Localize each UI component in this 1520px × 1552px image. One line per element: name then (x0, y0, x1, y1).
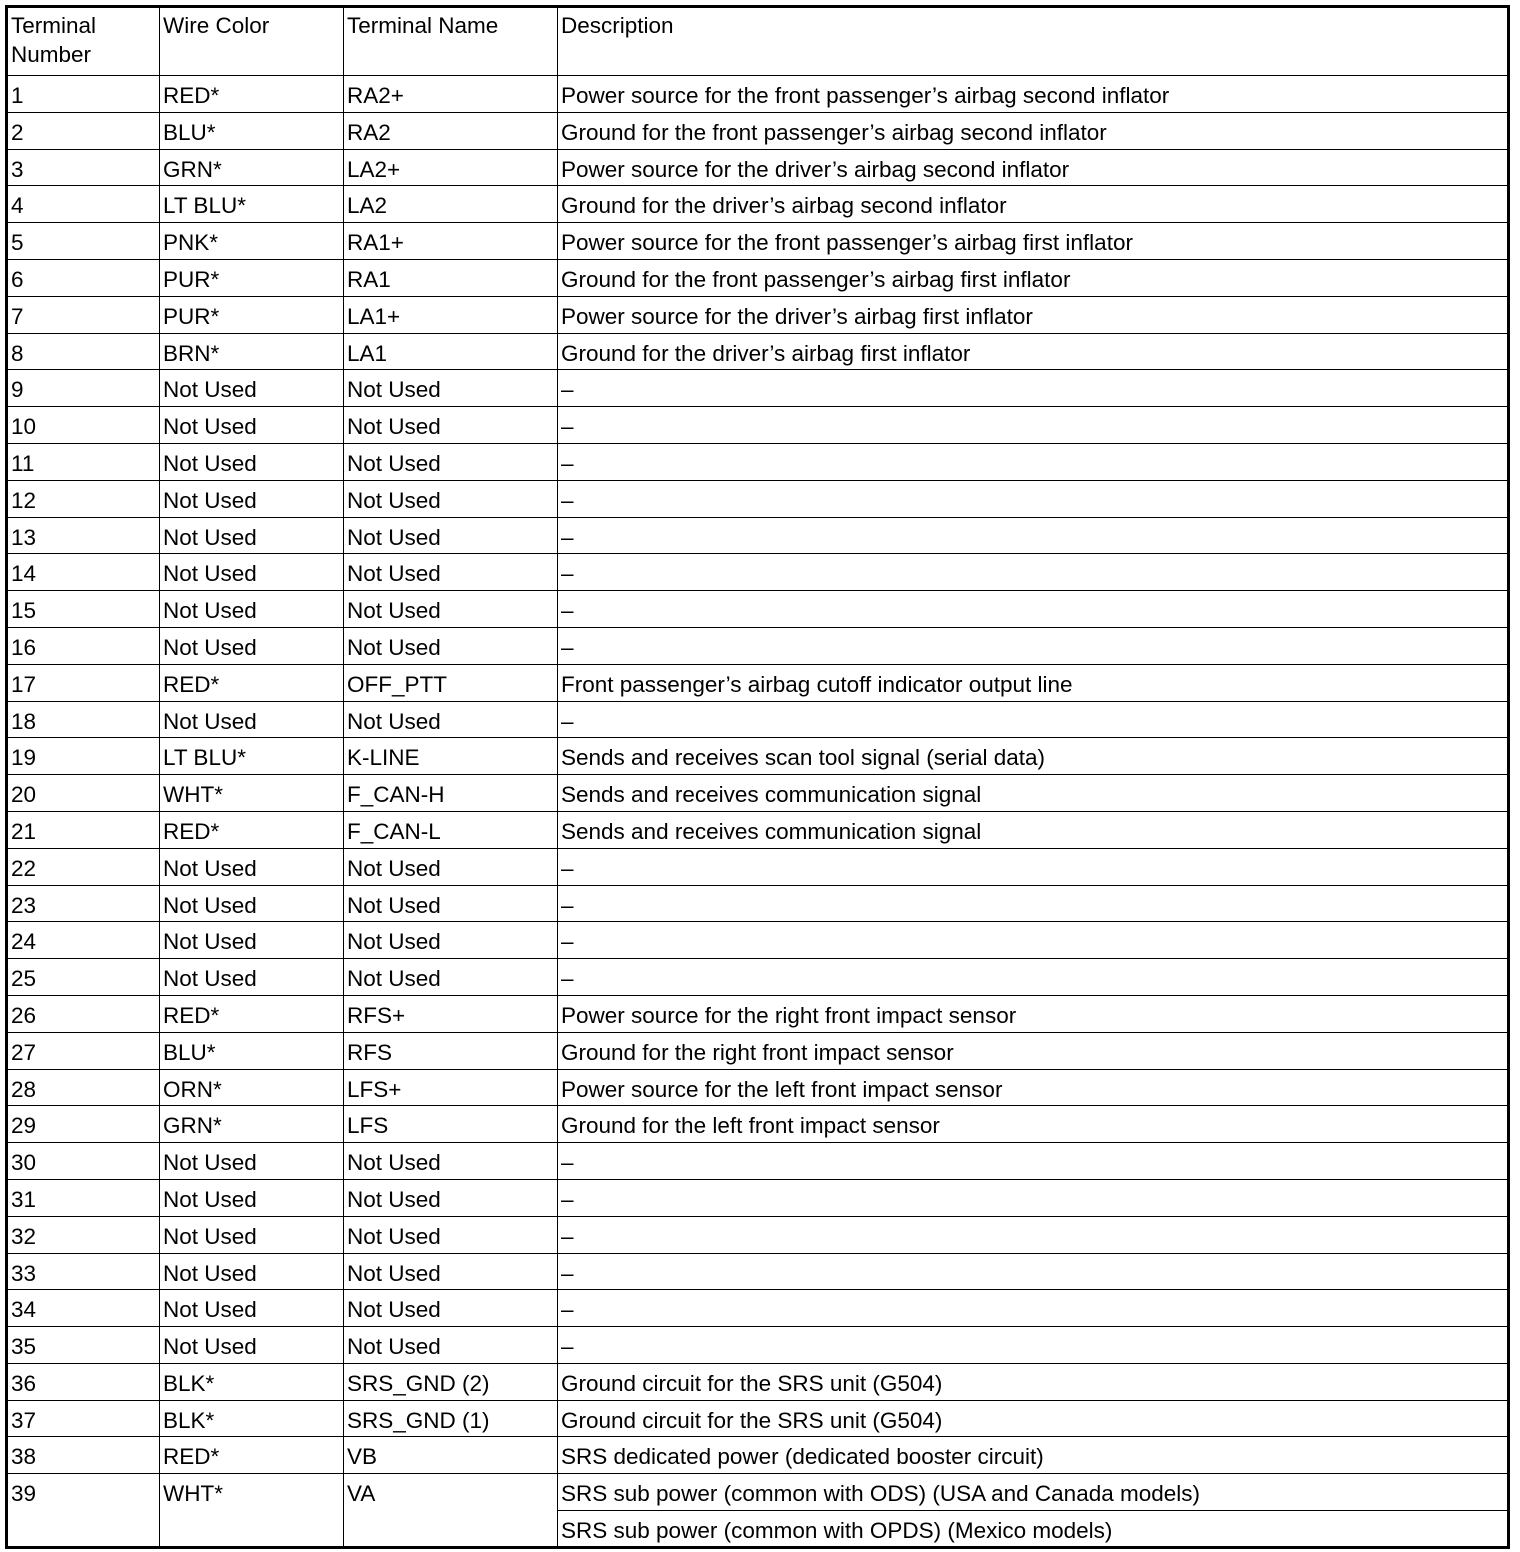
cell-terminal-number: 19 (7, 738, 160, 775)
cell-description: SRS sub power (common with OPDS) (Mexico models) (558, 1511, 1509, 1548)
table-row (7, 1474, 1509, 1511)
cell-terminal-name: RFS (344, 1032, 558, 1069)
table-row (7, 848, 1509, 885)
cell-wire-color: Not Used (160, 1179, 344, 1216)
cell-description: – (558, 922, 1509, 959)
table-row (7, 959, 1509, 996)
cell-terminal-name: OFF_PTT (344, 664, 558, 701)
cell-wire-color: PNK* (160, 223, 344, 260)
cell-wire-color: Not Used (160, 1216, 344, 1253)
cell-terminal-name: LA2+ (344, 149, 558, 186)
cell-terminal-name: Not Used (344, 1290, 558, 1327)
cell-wire-color: RED* (160, 664, 344, 701)
cell-description: – (558, 1327, 1509, 1364)
cell-description: Sends and receives scan tool signal (serial data) (558, 738, 1509, 775)
table-row (7, 186, 1509, 223)
cell-wire-color: Not Used (160, 848, 344, 885)
cell-terminal-number: 7 (7, 296, 160, 333)
cell-wire-color: WHT* (160, 1474, 344, 1548)
cell-terminal-number: 14 (7, 554, 160, 591)
table-row (7, 922, 1509, 959)
cell-terminal-number: 20 (7, 775, 160, 812)
table-row (7, 443, 1509, 480)
cell-description: Power source for the front passenger’s airbag first inflator (558, 223, 1509, 260)
cell-terminal-name: Not Used (344, 480, 558, 517)
cell-terminal-name: F_CAN-L (344, 811, 558, 848)
cell-wire-color: RED* (160, 995, 344, 1032)
cell-wire-color: BLK* (160, 1363, 344, 1400)
cell-description: – (558, 1179, 1509, 1216)
cell-description: Ground circuit for the SRS unit (G504) (558, 1363, 1509, 1400)
cell-terminal-name: Not Used (344, 1216, 558, 1253)
cell-description: – (558, 591, 1509, 628)
cell-terminal-name: VA (344, 1474, 558, 1548)
cell-description: – (558, 701, 1509, 738)
cell-wire-color: PUR* (160, 296, 344, 333)
cell-terminal-number: 5 (7, 223, 160, 260)
table-row (7, 1253, 1509, 1290)
table-row (7, 1363, 1509, 1400)
cell-terminal-number: 6 (7, 259, 160, 296)
cell-terminal-number: 25 (7, 959, 160, 996)
table-row (7, 296, 1509, 333)
cell-terminal-name: Not Used (344, 922, 558, 959)
cell-terminal-name: Not Used (344, 517, 558, 554)
cell-terminal-number: 17 (7, 664, 160, 701)
table-row (7, 664, 1509, 701)
cell-wire-color: PUR* (160, 259, 344, 296)
cell-terminal-number: 33 (7, 1253, 160, 1290)
cell-description: – (558, 370, 1509, 407)
cell-terminal-number: 13 (7, 517, 160, 554)
table-body (7, 76, 1509, 1548)
cell-terminal-name: LA2 (344, 186, 558, 223)
cell-description: – (558, 1253, 1509, 1290)
cell-description: Front passenger’s airbag cutoff indicator output line (558, 664, 1509, 701)
cell-description: Power source for the left front impact sensor (558, 1069, 1509, 1106)
header-row (7, 7, 1509, 76)
cell-terminal-name: Not Used (344, 885, 558, 922)
cell-terminal-name: RA2 (344, 112, 558, 149)
cell-wire-color: Not Used (160, 591, 344, 628)
cell-wire-color: RED* (160, 76, 344, 113)
cell-wire-color: Not Used (160, 407, 344, 444)
table-row (7, 591, 1509, 628)
table-row (7, 76, 1509, 113)
cell-description: Ground for the front passenger’s airbag first inflator (558, 259, 1509, 296)
cell-terminal-name: Not Used (344, 370, 558, 407)
table-row (7, 554, 1509, 591)
cell-description: Ground for the right front impact sensor (558, 1032, 1509, 1069)
cell-terminal-number: 16 (7, 627, 160, 664)
cell-terminal-name: Not Used (344, 627, 558, 664)
cell-terminal-name: Not Used (344, 848, 558, 885)
cell-description: Ground circuit for the SRS unit (G504) (558, 1400, 1509, 1437)
cell-terminal-number: 38 (7, 1437, 160, 1474)
cell-wire-color: WHT* (160, 775, 344, 812)
cell-wire-color: Not Used (160, 701, 344, 738)
cell-terminal-name: LFS+ (344, 1069, 558, 1106)
cell-wire-color: Not Used (160, 959, 344, 996)
table-row (7, 775, 1509, 812)
cell-description: Power source for the driver’s airbag first inflator (558, 296, 1509, 333)
cell-terminal-number: 11 (7, 443, 160, 480)
cell-terminal-number: 37 (7, 1400, 160, 1437)
cell-wire-color: Not Used (160, 885, 344, 922)
cell-wire-color: Not Used (160, 1290, 344, 1327)
cell-description: Power source for the front passenger’s airbag second inflator (558, 76, 1509, 113)
cell-terminal-number: 12 (7, 480, 160, 517)
table-row (7, 1400, 1509, 1437)
cell-terminal-number: 28 (7, 1069, 160, 1106)
cell-terminal-name: K-LINE (344, 738, 558, 775)
cell-description: – (558, 1216, 1509, 1253)
table-row (7, 1106, 1509, 1143)
cell-terminal-number: 4 (7, 186, 160, 223)
cell-terminal-number: 18 (7, 701, 160, 738)
cell-terminal-name: SRS_GND (2) (344, 1363, 558, 1400)
cell-terminal-name: Not Used (344, 1327, 558, 1364)
cell-wire-color: Not Used (160, 1143, 344, 1180)
cell-wire-color: GRN* (160, 149, 344, 186)
table-row (7, 259, 1509, 296)
table-row (7, 1032, 1509, 1069)
cell-wire-color: Not Used (160, 627, 344, 664)
cell-wire-color: Not Used (160, 517, 344, 554)
cell-description: Ground for the driver’s airbag first inflator (558, 333, 1509, 370)
cell-description: – (558, 517, 1509, 554)
cell-terminal-name: Not Used (344, 1143, 558, 1180)
cell-terminal-number: 31 (7, 1179, 160, 1216)
cell-description: Sends and receives communication signal (558, 775, 1509, 812)
table-row (7, 407, 1509, 444)
cell-wire-color: Not Used (160, 480, 344, 517)
table-row (7, 627, 1509, 664)
cell-terminal-number: 35 (7, 1327, 160, 1364)
cell-description: SRS dedicated power (dedicated booster circuit) (558, 1437, 1509, 1474)
header-terminal-number: Terminal Number (7, 7, 160, 76)
table-row (7, 701, 1509, 738)
cell-terminal-number: 34 (7, 1290, 160, 1327)
cell-description: – (558, 554, 1509, 591)
cell-description: Sends and receives communication signal (558, 811, 1509, 848)
cell-description: Ground for the driver’s airbag second inflator (558, 186, 1509, 223)
cell-terminal-name: RA1+ (344, 223, 558, 260)
table-row (7, 517, 1509, 554)
cell-terminal-number: 21 (7, 811, 160, 848)
cell-terminal-number: 2 (7, 112, 160, 149)
cell-wire-color: RED* (160, 1437, 344, 1474)
cell-terminal-number: 1 (7, 76, 160, 113)
table-row (7, 738, 1509, 775)
table-row (7, 995, 1509, 1032)
cell-terminal-number: 23 (7, 885, 160, 922)
cell-wire-color: RED* (160, 811, 344, 848)
cell-description: – (558, 848, 1509, 885)
table-row (7, 112, 1509, 149)
cell-wire-color: LT BLU* (160, 186, 344, 223)
cell-terminal-name: Not Used (344, 591, 558, 628)
cell-description: Power source for the driver’s airbag second inflator (558, 149, 1509, 186)
cell-terminal-number: 10 (7, 407, 160, 444)
cell-terminal-number: 39 (7, 1474, 160, 1548)
cell-description: – (558, 885, 1509, 922)
table-row (7, 811, 1509, 848)
cell-wire-color: Not Used (160, 1327, 344, 1364)
cell-terminal-number: 30 (7, 1143, 160, 1180)
table-row (7, 1179, 1509, 1216)
cell-wire-color: BLK* (160, 1400, 344, 1437)
header-wire-color: Wire Color (160, 7, 344, 76)
cell-terminal-number: 36 (7, 1363, 160, 1400)
cell-description: Power source for the right front impact sensor (558, 995, 1509, 1032)
table-row (7, 333, 1509, 370)
cell-terminal-number: 26 (7, 995, 160, 1032)
cell-terminal-name: VB (344, 1437, 558, 1474)
cell-terminal-name: Not Used (344, 701, 558, 738)
header-terminal-name: Terminal Name (344, 7, 558, 76)
cell-terminal-name: Not Used (344, 959, 558, 996)
cell-wire-color: ORN* (160, 1069, 344, 1106)
cell-description: – (558, 443, 1509, 480)
cell-terminal-number: 29 (7, 1106, 160, 1143)
cell-terminal-number: 9 (7, 370, 160, 407)
cell-wire-color: Not Used (160, 554, 344, 591)
cell-description: – (558, 959, 1509, 996)
cell-wire-color: GRN* (160, 1106, 344, 1143)
cell-description: SRS sub power (common with ODS) (USA and Canada models) (558, 1474, 1509, 1511)
cell-terminal-number: 24 (7, 922, 160, 959)
cell-terminal-number: 27 (7, 1032, 160, 1069)
cell-terminal-name: Not Used (344, 1253, 558, 1290)
table-row (7, 149, 1509, 186)
terminal-table (5, 5, 1510, 1549)
cell-terminal-name: Not Used (344, 443, 558, 480)
table-row (7, 1216, 1509, 1253)
cell-terminal-name: Not Used (344, 1179, 558, 1216)
cell-terminal-number: 32 (7, 1216, 160, 1253)
cell-description: – (558, 407, 1509, 444)
cell-wire-color: BLU* (160, 1032, 344, 1069)
cell-wire-color: LT BLU* (160, 738, 344, 775)
table-row (7, 370, 1509, 407)
cell-description: Ground for the front passenger’s airbag second inflator (558, 112, 1509, 149)
cell-terminal-name: LA1+ (344, 296, 558, 333)
cell-terminal-number: 22 (7, 848, 160, 885)
cell-terminal-name: RA1 (344, 259, 558, 296)
cell-wire-color: BRN* (160, 333, 344, 370)
cell-wire-color: Not Used (160, 370, 344, 407)
cell-terminal-name: Not Used (344, 554, 558, 591)
table-row (7, 480, 1509, 517)
cell-terminal-name: F_CAN-H (344, 775, 558, 812)
cell-terminal-name: RFS+ (344, 995, 558, 1032)
header-description: Description (558, 7, 1509, 76)
table-row (7, 1437, 1509, 1474)
cell-terminal-number: 3 (7, 149, 160, 186)
cell-terminal-number: 15 (7, 591, 160, 628)
cell-terminal-name: LFS (344, 1106, 558, 1143)
cell-description: – (558, 627, 1509, 664)
table-row (7, 885, 1509, 922)
table-row (7, 1290, 1509, 1327)
cell-terminal-name: RA2+ (344, 76, 558, 113)
table-row (7, 223, 1509, 260)
cell-terminal-number: 8 (7, 333, 160, 370)
cell-wire-color: BLU* (160, 112, 344, 149)
table-row (7, 1143, 1509, 1180)
cell-wire-color: Not Used (160, 443, 344, 480)
cell-description: – (558, 1290, 1509, 1327)
table-row (7, 1327, 1509, 1364)
cell-terminal-name: SRS_GND (1) (344, 1400, 558, 1437)
cell-wire-color: Not Used (160, 922, 344, 959)
cell-description: – (558, 1143, 1509, 1180)
cell-description: – (558, 480, 1509, 517)
table-row (7, 1069, 1509, 1106)
cell-terminal-name: LA1 (344, 333, 558, 370)
cell-description: Ground for the left front impact sensor (558, 1106, 1509, 1143)
cell-terminal-name: Not Used (344, 407, 558, 444)
cell-wire-color: Not Used (160, 1253, 344, 1290)
